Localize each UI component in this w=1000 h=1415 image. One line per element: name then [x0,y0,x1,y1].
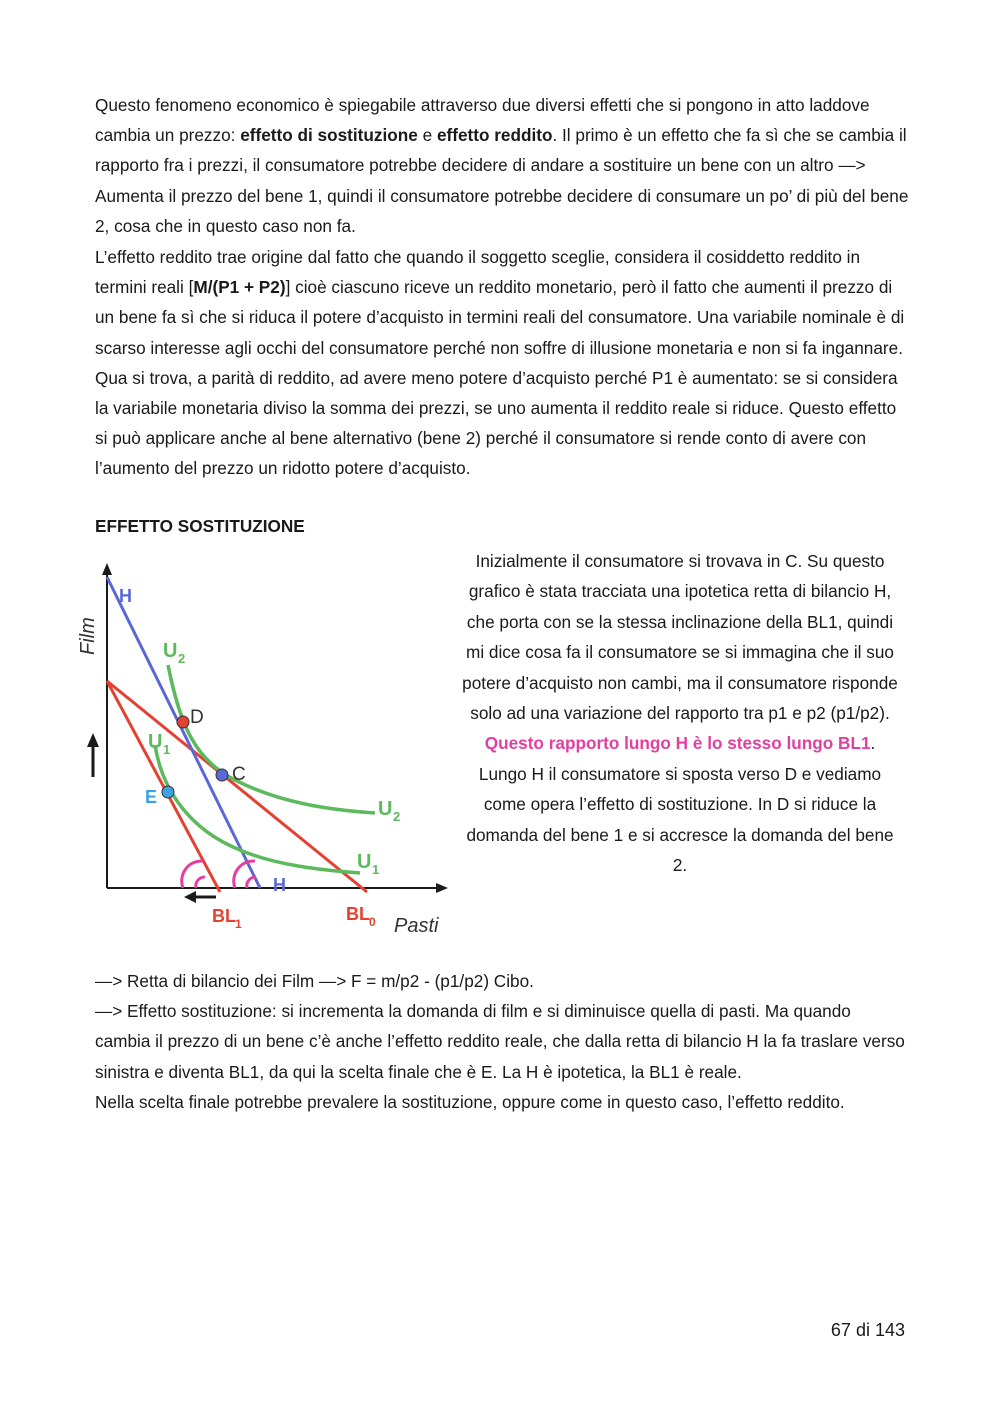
svg-text:1: 1 [235,917,242,931]
line-retta-bilancio: —> Retta di bilancio dei Film —> F = m/p2 - (p1/p2) Cibo. [95,971,534,991]
label-bl1 [212,906,242,931]
highlighted-ratio-note: Questo rapporto lungo H è lo stesso lungo BL1 [484,733,871,754]
svg-text:2: 2 [178,651,186,666]
ylabel: Film [77,617,99,655]
label-h-top: H [119,586,132,606]
paragraph-effects-intro: Questo fenomeno economico è spiegabile attraverso due diversi effetti che si pongono in atto laddove cambia un prezzo: effetto di sostituzione e effetto reddito. Il primo è un effetto che fa sì che se cambia il rapporto fra i prezzi, il consumatore potrebbe decidere di andare a sostituire un bene con un altro —> Aumenta il prezzo del bene 1, quindi il consumatore potrebbe decidere di consumare un po’ di più del bene 2, cosa che in questo caso non fa. [95,95,909,236]
curve-u2 [168,665,375,813]
paragraph-effetto-reddito: L’effetto reddito trae origine dal fatto che quando il soggetto sceglie, considera il cosiddetto reddito in termini reali [M/(P1 + P2)] cioè ciascuno riceve un reddito monetario, però il fatto che aumenti il prezzo di un bene fa sì che si riduca il potere d’acquisto in termini reali del consumatore. Una variabile nominale è di scarso interesse agli occhi del consumatore perché non soffre di illusione monetaria e non si fa ingannare. Qua si trova, a parità di reddito, ad avere meno potere d’acquisto perché P1 è aumentato: se si considera la variabile monetaria diviso la somma dei prezzi, se uno aumenta il reddito reale si riduce. Questo effetto si può applicare anche al bene alternativo (bene 2) perché il consumatore si rende conto di avere con l’aumento del prezzo un ridotto potere d’acquisto. [95,247,905,479]
line-h [107,577,260,888]
label-h-bottom: H [273,875,286,895]
svg-text:BL: BL [346,904,370,924]
line-effetto-sostituzione: —> Effetto sostituzione: si incrementa la domanda di film e si diminuisce quella di pasti. Ma quando cambia il prezzo di un bene c’è anche l’effetto reddito reale, che dalla retta di bilancio H la fa traslare verso sinistra e diventa BL1, da qui la scelta finale che è E. La H è ipotetica, la BL1 è reale. [95,1001,905,1082]
substitution-effect-graph [60,555,455,945]
point-c [216,769,228,781]
y-axis-arrow [102,563,112,575]
svg-text:2: 2 [393,809,401,824]
left-arrow-icon [184,891,216,903]
page-number: 67 di 143 [830,1320,905,1340]
svg-text:U: U [378,798,393,820]
label-bl0 [346,904,376,929]
svg-text:U: U [148,731,163,753]
bold-effetto-sostituzione: effetto di sostituzione [240,125,418,146]
graph-explanation: Inizialmente il consumatore si trovava in C. Su questo grafico è stata tracciata una ipotetica retta di bilancio H, che porta con se la stessa inclinazione della BL1, quindi mi dice cosa fa il consumatore se si immagina che il suo potere d’acquisto non cambi, ma il consumatore risponde solo ad una variazione del rapporto tra p1 e p2 (p1/p2). Questo rapporto lungo H è lo stesso lungo BL1. Lungo H il consumatore si sposta verso D e vediamo come opera l’effetto di sostituzione. In D si riduce la domanda del bene 1 e si accresce la domanda del bene 2. [462,551,898,876]
label-d: D [190,707,204,728]
bold-formula: M/(P1 + P2) [193,277,286,298]
svg-text:U: U [357,851,372,873]
label-e: E [145,787,158,807]
label-u2-right [378,798,400,824]
label-u1-right [357,851,379,877]
svg-text:U: U [163,640,178,662]
svg-text:0: 0 [369,915,376,929]
up-arrow-icon [87,733,99,777]
svg-text:1: 1 [163,742,171,757]
angle-marker-bl1 [182,861,205,888]
label-u2-top [163,640,185,666]
svg-text:BL: BL [212,906,236,926]
bold-effetto-reddito: effetto reddito [436,125,553,146]
line-scelta-finale: Nella scelta finale potrebbe prevalere la sostituzione, oppure come in questo caso, l’effetto reddito. [95,1091,845,1112]
svg-text:1: 1 [372,862,380,877]
point-e [162,786,174,798]
x-axis-arrow [436,883,448,893]
axes [107,570,440,888]
paragraph-conclusions [95,966,910,1117]
label-u1-top [148,731,170,757]
point-d [177,716,189,728]
xlabel: Pasti [394,915,439,937]
label-c: C [232,764,246,785]
section-heading: EFFETTO SOSTITUZIONE [95,516,305,536]
